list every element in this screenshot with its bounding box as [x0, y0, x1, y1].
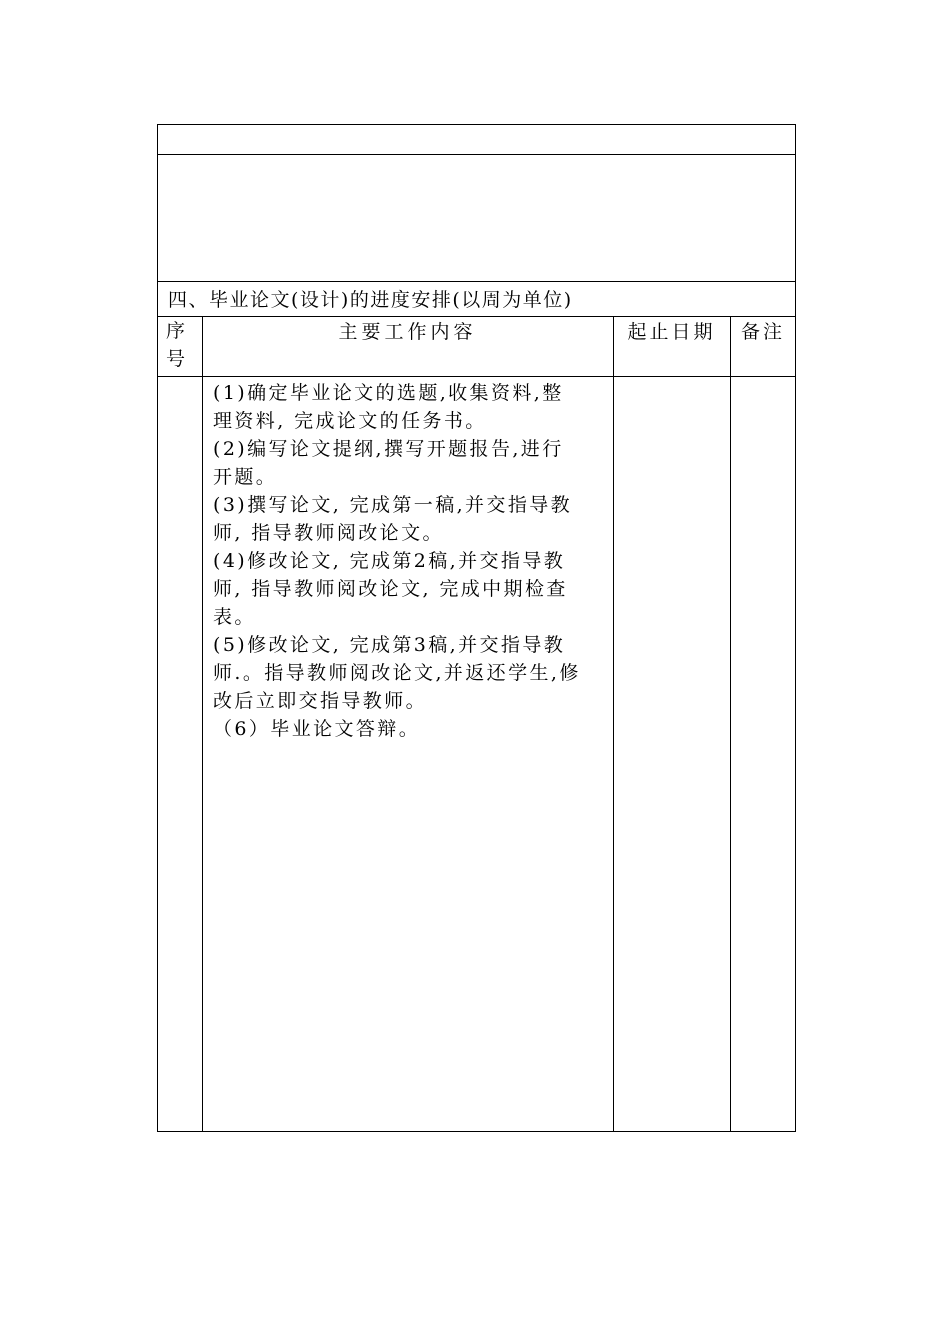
- schedule-table: [157, 124, 796, 1132]
- header-dates: 起止日期: [627, 321, 716, 343]
- column-divider: [730, 317, 731, 1131]
- content-line: (5)修改论文, 完成第3稿,并交指导教: [213, 634, 566, 656]
- content-line: (4)修改论文, 完成第2稿,并交指导教: [213, 550, 566, 572]
- header-seq: 序号: [166, 320, 186, 370]
- content-line: (3)撰写论文, 完成第一稿,并交指导教: [213, 494, 573, 516]
- content-line: 开题。: [213, 466, 278, 488]
- content-line: 师, 指导教师阅改论文。: [213, 522, 444, 544]
- section-row: [158, 282, 795, 317]
- column-divider: [613, 317, 614, 1131]
- content-line: 师, 指导教师阅改论文, 完成中期检查: [213, 578, 568, 600]
- content-line: 表。: [213, 606, 256, 628]
- work-content-cell: [213, 379, 608, 743]
- content-line: (2)编写论文提纲,撰写开题报告,进行: [213, 438, 564, 460]
- content-line: 师.。指导教师阅改论文,并返还学生,修: [213, 662, 581, 684]
- header-notes: 备注: [740, 321, 785, 343]
- content-line: 理资料, 完成论文的任务书。: [213, 410, 487, 432]
- column-divider: [202, 317, 203, 1131]
- content-line: (1)确定毕业论文的选题,收集资料,整: [213, 382, 564, 404]
- table-row-blank: [158, 155, 795, 282]
- content-line: 改后立即交指导教师。: [213, 690, 428, 712]
- header-main-work: 主要工作内容: [338, 321, 477, 343]
- content-line: （6）毕业论文答辩。: [213, 718, 421, 740]
- table-row-blank-top: [158, 125, 795, 155]
- table-header-row: [158, 317, 795, 377]
- section-heading: 四、毕业论文(设计)的进度安排(以周为单位): [168, 289, 573, 311]
